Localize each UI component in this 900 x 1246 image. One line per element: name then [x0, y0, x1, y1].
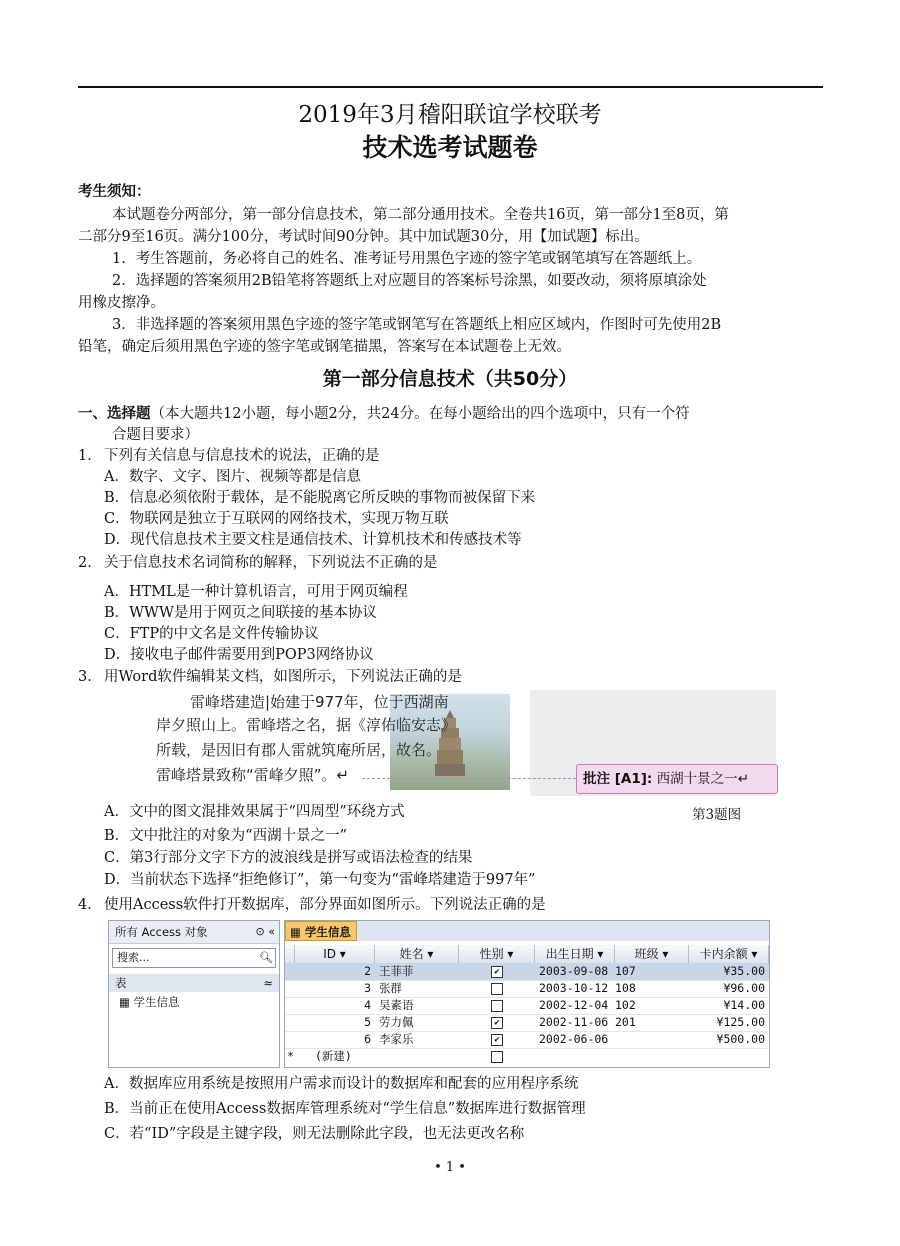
- part-desc-cont: 合题目要求）: [112, 427, 199, 443]
- checkbox-unchecked-icon[interactable]: [491, 983, 503, 995]
- checkbox-unchecked-icon[interactable]: [491, 1000, 503, 1012]
- cell-name[interactable]: 张群: [379, 981, 402, 995]
- notice-line: 2．选择题的答案须用2B铅笔将答题纸上对应题目的答案标号涂黑，如要改动，须将原填涂处: [112, 273, 707, 289]
- option: C．第3行部分文字下方的波浪线是拼写或语法检查的结果: [104, 850, 473, 866]
- cell-class[interactable]: [615, 1031, 685, 1048]
- nav-item-label: 学生信息: [133, 995, 180, 1009]
- cell-birth[interactable]: 2002-11-06: [539, 1015, 609, 1029]
- search-icon[interactable]: 🔍︎: [259, 951, 273, 964]
- cell-gender[interactable]: [459, 1014, 535, 1031]
- cell-class[interactable]: 108: [615, 981, 636, 995]
- column-header-class[interactable]: 班级 ▾: [615, 945, 689, 963]
- figure-caption: 第3题图: [692, 807, 742, 823]
- question-text: 下列有关信息与信息技术的说法，正确的是: [104, 448, 380, 464]
- cell-class[interactable]: 107: [615, 964, 636, 978]
- cell-balance[interactable]: ¥35.00: [723, 964, 765, 978]
- column-header-gender[interactable]: 性别 ▾: [459, 945, 535, 963]
- checkbox-checked-icon[interactable]: ✔: [491, 1034, 503, 1046]
- document-tab-bar: [285, 921, 769, 941]
- cell-birth[interactable]: 2003-09-08: [539, 964, 609, 978]
- exam-subtitle: 技术选考试题卷: [362, 133, 538, 162]
- cell-gender[interactable]: [459, 1048, 535, 1065]
- part-desc: （本大题共12小题，每小题2分，共24分。在每小题给出的四个选项中，只有一个符: [150, 406, 690, 422]
- notice-line: 用橡皮擦净。: [78, 295, 165, 311]
- cell-birth[interactable]: 2003-10-12: [539, 981, 609, 995]
- notice-line: 铅笔，确定后须用黑色字迹的签字笔或钢笔描黑，答案写在本试题卷上无效。: [78, 339, 571, 355]
- question-text: 关于信息技术名词简称的解释，下列说法不正确的是: [104, 555, 438, 571]
- comment-label: 批注 [A1]:: [583, 771, 653, 787]
- column-header-balance[interactable]: 卡内余额 ▾: [689, 945, 769, 963]
- word-line: 所载，是因旧有郡人雷就筑庵所居，故名。: [156, 741, 442, 759]
- nav-group-tables[interactable]: [109, 974, 279, 992]
- question-stem: [78, 667, 462, 688]
- cell-birth[interactable]: 2002-12-04: [539, 998, 609, 1012]
- option-text: A．数据库应用系统是按照用户需求而设计的数据库和配套的应用程序系统: [104, 1076, 579, 1092]
- option: C．若“ID”字段是主键字段，则无法删除此字段，也无法更改名称: [104, 1126, 525, 1142]
- cell-balance[interactable]: ¥96.00: [723, 981, 765, 995]
- option: B．WWW是用于网页之间联接的基本协议: [104, 605, 377, 621]
- new-row-marker: *: [287, 1049, 294, 1063]
- notice-line: 3．非选择题的答案须用黑色字迹的签字笔或钢笔写在答题纸上相应区域内，作图时可先使用2B: [112, 317, 722, 333]
- checkbox-checked-icon[interactable]: ✔: [491, 966, 503, 978]
- option: A．HTML是一种计算机语言，可用于网页编程: [104, 584, 408, 600]
- new-row-label[interactable]: (新建): [315, 1049, 352, 1063]
- option: D．接收电子邮件需要用到POP3网络协议: [104, 647, 374, 663]
- exam-title: 2019年3月稽阳联谊学校联考: [298, 102, 602, 128]
- part-heading: [78, 404, 690, 425]
- cell-name[interactable]: 李家乐: [379, 1032, 414, 1046]
- question-stem: [78, 553, 438, 574]
- access-figure: [108, 920, 770, 1068]
- cell-name[interactable]: 王菲菲: [379, 964, 414, 978]
- column-label: 姓名: [399, 947, 424, 961]
- question-number: 3．: [78, 669, 102, 685]
- column-header-birth[interactable]: 出生日期 ▾: [535, 945, 615, 963]
- word-line: 雷峰塔建造|始建于977年，位于西湖南: [190, 693, 449, 711]
- question-stem: [78, 895, 546, 916]
- datasheet-view: [284, 920, 770, 1068]
- cell-id[interactable]: 4: [364, 998, 371, 1012]
- part-label: 一、选择题: [78, 406, 151, 422]
- section-title: 第一部分信息技术（共50分）: [322, 368, 578, 390]
- nav-pane-title: 所有 Access 对象: [115, 925, 208, 939]
- notice-heading: 考生须知：: [78, 184, 151, 200]
- question-text: 用Word软件编辑某文档，如图所示，下列说法正确的是: [104, 669, 462, 685]
- row-selector-header[interactable]: [285, 945, 295, 963]
- comment-connector: [362, 778, 576, 779]
- nav-search-placeholder: 搜索...: [117, 951, 150, 964]
- cell-gender[interactable]: [459, 997, 535, 1014]
- option: B．当前正在使用Access数据库管理系统对“学生信息”数据库进行数据管理: [104, 1101, 586, 1117]
- question-text: 使用Access软件打开数据库，部分界面如图所示。下列说法正确的是: [104, 897, 546, 913]
- tab-student-info[interactable]: [285, 921, 357, 941]
- nav-group-label: 表: [115, 976, 127, 990]
- cell-id[interactable]: 6: [364, 1032, 371, 1046]
- navigation-pane: [108, 920, 280, 1068]
- top-rule: [78, 86, 823, 88]
- word-figure: [150, 690, 776, 796]
- cell-gender[interactable]: [459, 963, 535, 980]
- nav-search-box[interactable]: [112, 948, 276, 968]
- cell-name[interactable]: 吴素语: [379, 998, 414, 1012]
- comment-text: 西湖十景之一↵: [656, 771, 749, 787]
- cell-id[interactable]: 5: [364, 1015, 371, 1029]
- cell-id[interactable]: 2: [364, 964, 371, 978]
- cell-gender[interactable]: [459, 980, 535, 997]
- option: C．FTP的中文名是文件传输协议: [104, 626, 319, 642]
- column-label: 班级: [634, 947, 659, 961]
- cell-gender[interactable]: [459, 1031, 535, 1048]
- option: A．文中的图文混排效果属于“四周型”环绕方式: [104, 804, 405, 820]
- nav-item-student-table[interactable]: [109, 992, 279, 1012]
- option: B．文中批注的对象为“西湖十景之一”: [104, 828, 347, 844]
- word-line: 岸夕照山上。雷峰塔之名，据《淳佑临安志》: [156, 716, 457, 734]
- column-header-id[interactable]: ID ▾: [295, 945, 375, 963]
- option: B．信息必须依附于载体，是不能脱离它所反映的事物而被保留下来: [104, 490, 536, 506]
- column-label: 出生日期: [545, 947, 594, 961]
- option: D．当前状态下选择“拒绝修订”，第一句变为“雷峰塔建造于997年”: [104, 872, 536, 888]
- option: A．数字、文字、图片、视频等都是信息: [104, 469, 361, 485]
- question-number: 1．: [78, 448, 102, 464]
- tab-label: 学生信息: [304, 925, 351, 939]
- notice-line: 1．考生答题前，务必将自己的姓名、准考证号用黑色字迹的签字笔或钢笔填写在答题纸上。: [112, 251, 702, 267]
- option: C．物联网是独立于互联网的网络技术，实现万物互联: [104, 511, 449, 527]
- cell-balance[interactable]: ¥500.00: [716, 1032, 765, 1046]
- cell-id[interactable]: 3: [364, 981, 371, 995]
- comment-balloon[interactable]: [576, 764, 778, 794]
- notice-line: 本试题卷分两部分，第一部分信息技术，第二部分通用技术。全卷共16页，第一部分1至8页，第: [112, 207, 729, 223]
- table-icon: ▦: [290, 925, 301, 939]
- cell-balance[interactable]: ¥14.00: [723, 998, 765, 1012]
- option: D．现代信息技术主要文柱是通信技术、计算机技术和传感技术等: [104, 532, 522, 548]
- question-number: 2．: [78, 555, 102, 571]
- nav-pane-header[interactable]: [109, 921, 279, 944]
- checkbox-unchecked-icon[interactable]: [491, 1051, 503, 1063]
- option: [104, 1074, 578, 1095]
- checkbox-checked-icon[interactable]: ✔: [491, 1017, 503, 1029]
- column-label: ID: [323, 947, 336, 961]
- cell-name[interactable]: 劳力佩: [379, 1015, 414, 1029]
- cell-class[interactable]: 102: [615, 998, 636, 1012]
- notice-line: 二部分9至16页。满分100分，考试时间90分钟。其中加试题30分，用【加试题】标出。: [78, 229, 649, 245]
- column-header-name[interactable]: 姓名 ▾: [375, 945, 459, 963]
- column-label: 卡内余额: [699, 947, 748, 961]
- table-icon: ▦: [119, 995, 130, 1009]
- question-stem: [78, 446, 380, 467]
- cell-birth[interactable]: 2002-06-06: [539, 1032, 609, 1046]
- cell-balance[interactable]: ¥125.00: [716, 1015, 765, 1029]
- page-number: • 1 •: [434, 1160, 466, 1175]
- word-document-text: [150, 690, 530, 796]
- column-label: 性别: [479, 947, 504, 961]
- collapse-icon[interactable]: ≈: [263, 976, 273, 990]
- nav-pane-controls[interactable]: ⊙ «: [255, 925, 275, 938]
- word-line: 雷峰塔景致称“雷峰夕照”。↵: [156, 766, 350, 784]
- question-number: 4．: [78, 897, 102, 913]
- cell-class[interactable]: 201: [615, 1015, 636, 1029]
